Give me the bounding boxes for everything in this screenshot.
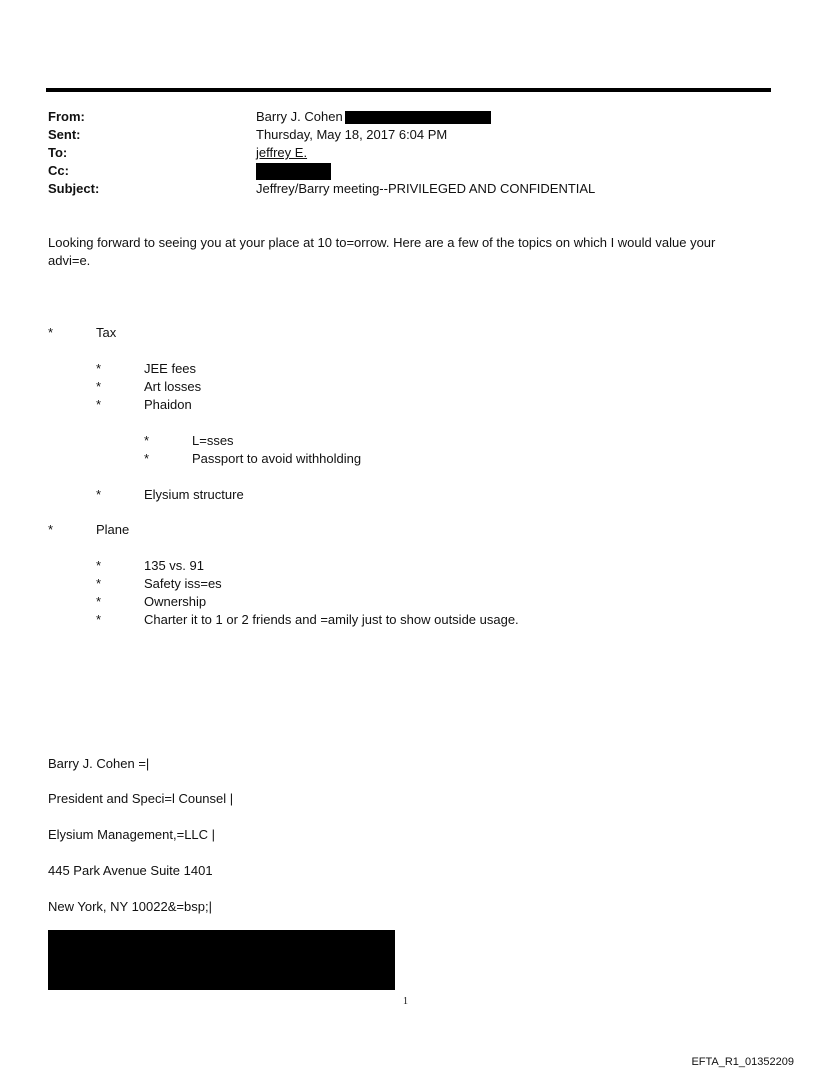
list-item-text: Elysium structure <box>144 487 244 502</box>
bullet-marker: * <box>96 576 102 591</box>
list-item-text: Art losses <box>144 379 202 394</box>
signature-line-3: Elysium Management,=LLC | <box>48 827 216 842</box>
sent-value: Thursday, May 18, 2017 6:04 PM <box>256 127 448 142</box>
from-value <box>256 108 491 126</box>
cc-label: Cc: <box>48 163 69 178</box>
signature-line-1: Barry J. Cohen =| <box>48 756 150 771</box>
intro-line-2: advi=e. <box>48 253 91 268</box>
list-item-text: L=sses <box>192 433 234 448</box>
body-intro <box>48 234 763 270</box>
bullet-marker: * <box>96 558 102 573</box>
sent-label: Sent: <box>48 127 81 142</box>
list-item-text: JEE fees <box>144 361 197 376</box>
signature-line-5: New York, NY 10022&=bsp;| <box>48 899 212 914</box>
list-item-text: Passport to avoid withholding <box>192 451 362 466</box>
list-item-text: Phaidon <box>144 397 192 412</box>
bullet-marker: * <box>144 451 150 466</box>
to-label: To: <box>48 145 68 160</box>
document-id: EFTA_R1_01352209 <box>691 1056 794 1068</box>
bullet-marker: * <box>96 397 102 412</box>
signature-line-4: 445 Park Avenue Suite 1401 <box>48 863 213 878</box>
bullet-marker: * <box>48 325 54 340</box>
from-label: From: <box>48 109 85 124</box>
to-value: jeffrey E. <box>256 145 308 160</box>
subject-value: Jeffrey/Barry meeting--PRIVILEGED AND CONFIDENTIAL <box>256 181 596 196</box>
list-item-text: 135 vs. 91 <box>144 558 204 573</box>
bullet-marker: * <box>96 612 102 627</box>
signature-line-2: President and Speci=l Counsel | <box>48 791 234 806</box>
list-item-text: Ownership <box>144 594 207 609</box>
redaction-block <box>256 163 331 180</box>
bullet-marker: * <box>96 361 102 376</box>
header-rule <box>46 88 771 92</box>
intro-line-1: Looking forward to seeing you at your place at 10 to=orrow. Here are a few of the topics on which I would value your <box>48 235 716 250</box>
redaction-block <box>345 111 491 124</box>
page-number: 1 <box>403 996 408 1007</box>
list-item-text: Charter it to 1 or 2 friends and =amily just to show outside usage. <box>144 612 519 627</box>
redaction-block <box>48 930 395 990</box>
bullet-marker: * <box>144 433 150 448</box>
list-item-text: Safety iss=es <box>144 576 222 591</box>
cc-value <box>256 162 331 180</box>
subject-label: Subject: <box>48 181 100 196</box>
list-item-text: Plane <box>96 522 130 537</box>
bullet-marker: * <box>48 522 54 537</box>
bullet-marker: * <box>96 379 102 394</box>
bullet-marker: * <box>96 594 102 609</box>
from-name: Barry J. Cohen <box>256 109 343 124</box>
bullet-marker: * <box>96 487 102 502</box>
list-item-text: Tax <box>96 325 117 340</box>
